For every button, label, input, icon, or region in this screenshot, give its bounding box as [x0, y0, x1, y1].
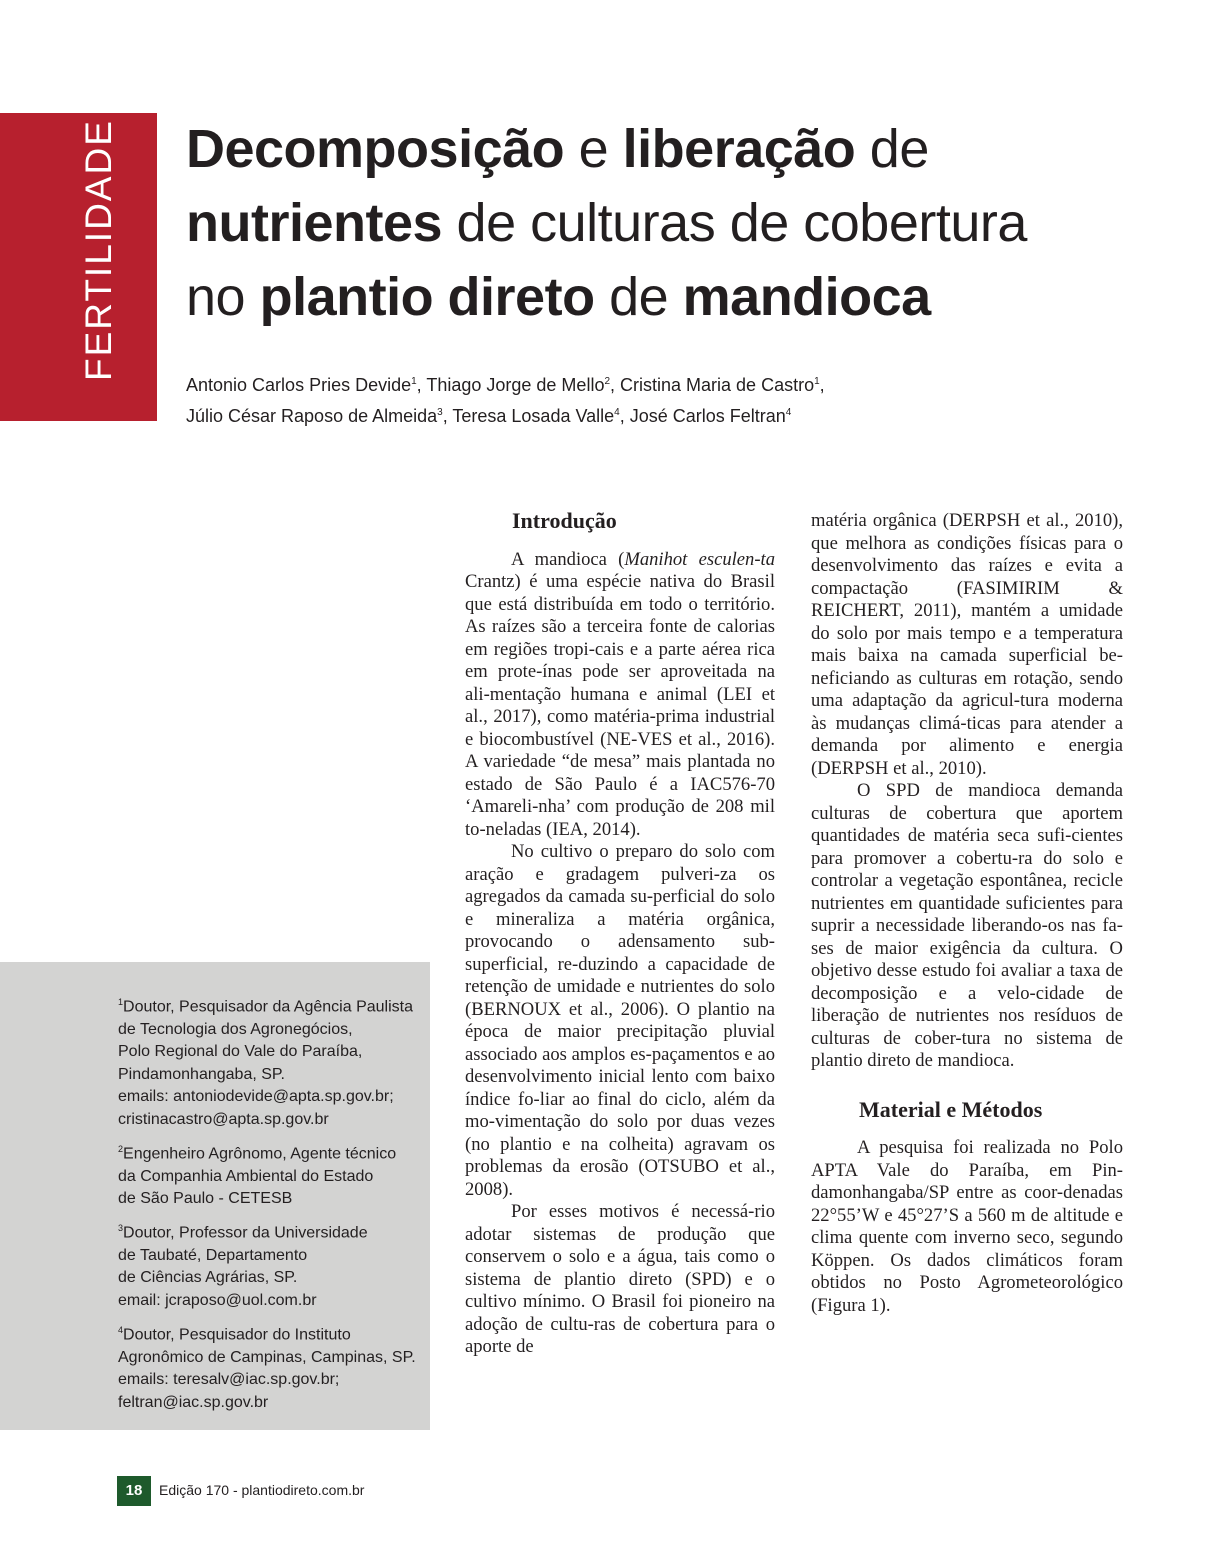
- title-word: mandioca: [682, 267, 931, 327]
- affiliation-note: [118, 1138, 428, 1211]
- title-word: liberação: [622, 119, 856, 179]
- title-word: nutrientes: [186, 193, 443, 253]
- note-number: 2: [118, 1144, 124, 1154]
- author-list: [186, 368, 1086, 430]
- author-name: , Cristina Maria de Castro: [610, 375, 815, 395]
- title-word: e: [564, 119, 623, 179]
- note-text: Doutor, Professor da Universidade de Taubaté, Departamento de Ciências Agrárias, SP. email: jcraposo@uol.com.br: [118, 1224, 368, 1309]
- species-name: Manihot esculen-ta: [624, 548, 775, 570]
- title-line: [186, 260, 1186, 334]
- affiliation-mark: 1: [814, 376, 820, 387]
- author-line: [186, 368, 1086, 399]
- affiliation-mark: 3: [437, 407, 443, 418]
- title-line: [186, 112, 1186, 186]
- author-separator: ,: [819, 375, 825, 395]
- section-label: FERTILIDADE: [78, 119, 119, 381]
- author-name: Júlio César Raposo de Almeida: [186, 406, 438, 426]
- note-text: Doutor, Pesquisador do Instituto Agronômico de Campinas, Campinas, SP. emails: teresalv@iac.sp.gov.br; feltran@iac.sp.gov.br: [118, 1326, 416, 1411]
- affiliation-note: [118, 991, 428, 1131]
- affiliation-mark: 4: [614, 407, 620, 418]
- note-number: 4: [118, 1325, 124, 1335]
- note-text: Doutor, Pesquisador da Agência Paulista de Tecnologia dos Agronegócios, Polo Regional do Vale do Paraíba, Pindamonhangaba, SP. emails: antoniodevide@apta.sp.gov.br; cristinacastro@apta.sp.gov.br: [118, 998, 413, 1128]
- author-line: [186, 399, 1086, 430]
- footer-text: Edição 170 - plantiodireto.com.br: [159, 1482, 365, 1498]
- affiliation-mark: 1: [411, 376, 417, 387]
- body-column-1: [465, 510, 775, 1359]
- section-heading-metodos: Material e Métodos: [859, 1096, 1043, 1122]
- title-line: [186, 186, 1186, 260]
- paragraph: [465, 549, 775, 842]
- paragraph: O SPD de mandioca demanda culturas de cobertura que aportem quantidades de matéria seca sufi-cientes para promover a cobertu-ra do solo e controlar a vegetação espontânea, recicle nutrientes em quantidade suficientes para suprir a necessidade liberando-os nas fa-ses de maior exigência da cultura. O objetivo desse estudo foi avaliar a taxa de decomposição e a velo-cidade de liberação de nutrientes nos resíduos de culturas de cober-tura no sistema de plantio direto de mandioca.: [811, 780, 1123, 1071]
- paragraph: No cultivo o preparo do solo com aração e gradagem pulveri-za os agregados da camada su-perficial do solo e mineraliza a matéria orgânica, provocando o adensamento sub-superficial, re-duzindo a capacidade de retenção de umidade e nutrientes do solo (BERNOUX et al., 2006). O plantio na época de maior precipitação pluvial associado aos amplos es-paçamentos e ao desenvolvimento inicial lento com baixo índice fo-liar ao final do ciclo, além da mo-vimentação do solo por duas vezes (no plantio e na colheita) agravam os problemas da erosão (OTSUBO et al., 2008).: [465, 841, 775, 1200]
- note-number: 1: [118, 997, 124, 1007]
- section-tab: [0, 113, 157, 421]
- title-word: plantio direto: [259, 267, 595, 327]
- note-text: Engenheiro Agrônomo, Agente técnico da Companhia Ambiental do Estado de São Paulo - CETESB: [118, 1145, 397, 1208]
- affiliation-note: [118, 1319, 428, 1414]
- affiliation-mark: 2: [604, 376, 611, 387]
- author-name: , Teresa Losada Valle: [442, 406, 615, 426]
- paragraph: A pesquisa foi realizada no Polo APTA Vale do Paraíba, em Pin-damonhangaba/SP entre as coor-denadas 22°55’W e 45°27’S a 560 m de altitude e clima quente com inverno seco, segundo Köppen. Os dados climáticos foram obtidos no Posto Agrometeorológico (Figura 1).: [811, 1137, 1123, 1316]
- page-number: 18: [117, 1476, 151, 1506]
- author-name: , José Carlos Feltran: [619, 406, 786, 426]
- author-name: Antonio Carlos Pries Devide: [186, 375, 412, 395]
- title-word: de culturas de cobertura: [442, 193, 1027, 253]
- title-word: no: [186, 267, 260, 327]
- title-word: Decomposição: [186, 119, 565, 179]
- text-run: Crantz) é uma espécie nativa do Brasil que está distribuída em todo o território. As raízes são a terceira fonte de calorias em regiões tropi-cais e a parte aérea rica em prote-ínas pode ser aproveitada na ali-mentação humana e animal (LEI et al., 2017), como matéria-prima industrial e biocombustível (NE-VES et al., 2016). A variedade “de mesa” mais plantada no estado de São Paulo é a IAC576-70 ‘Amareli-nha’ com produção de 208 mil to-neladas (IEA, 2014).: [465, 571, 775, 840]
- body-column-2: [811, 510, 1123, 1317]
- article-title: [186, 112, 1186, 334]
- paragraph: matéria orgânica (DERPSH et al., 2010), que melhora as condições físicas para o desenvolvimento das raízes e evita a compactação (FASIMIRIM & REICHERT, 2011), mantém a umidade do solo por mais tempo e a temperatura mais baixa na camada superficial be-neficiando as culturas em rotação, sendo uma adaptação da agricul-tura moderna às mudanças climá-ticas para atender a demanda por alimento e energia (DERPSH et al., 2010).: [811, 510, 1123, 779]
- note-number: 3: [118, 1223, 124, 1233]
- author-name: , Thiago Jorge de Mello: [416, 375, 605, 395]
- title-word: de: [855, 119, 929, 179]
- text-run: A mandioca (: [511, 548, 625, 570]
- paragraph: Por esses motivos é necessá-rio adotar sistemas de produção que conservem o solo e a água, tais como o sistema de plantio direto (SPD) e o cultivo mínimo. O Brasil foi pioneiro na adoção de cultu-ras de cobertura para o aporte de: [465, 1201, 775, 1357]
- affiliation-mark: 4: [785, 407, 792, 418]
- section-heading-introducao: Introdução: [512, 508, 617, 533]
- title-word: de: [594, 267, 683, 327]
- affiliation-note: [118, 1217, 428, 1312]
